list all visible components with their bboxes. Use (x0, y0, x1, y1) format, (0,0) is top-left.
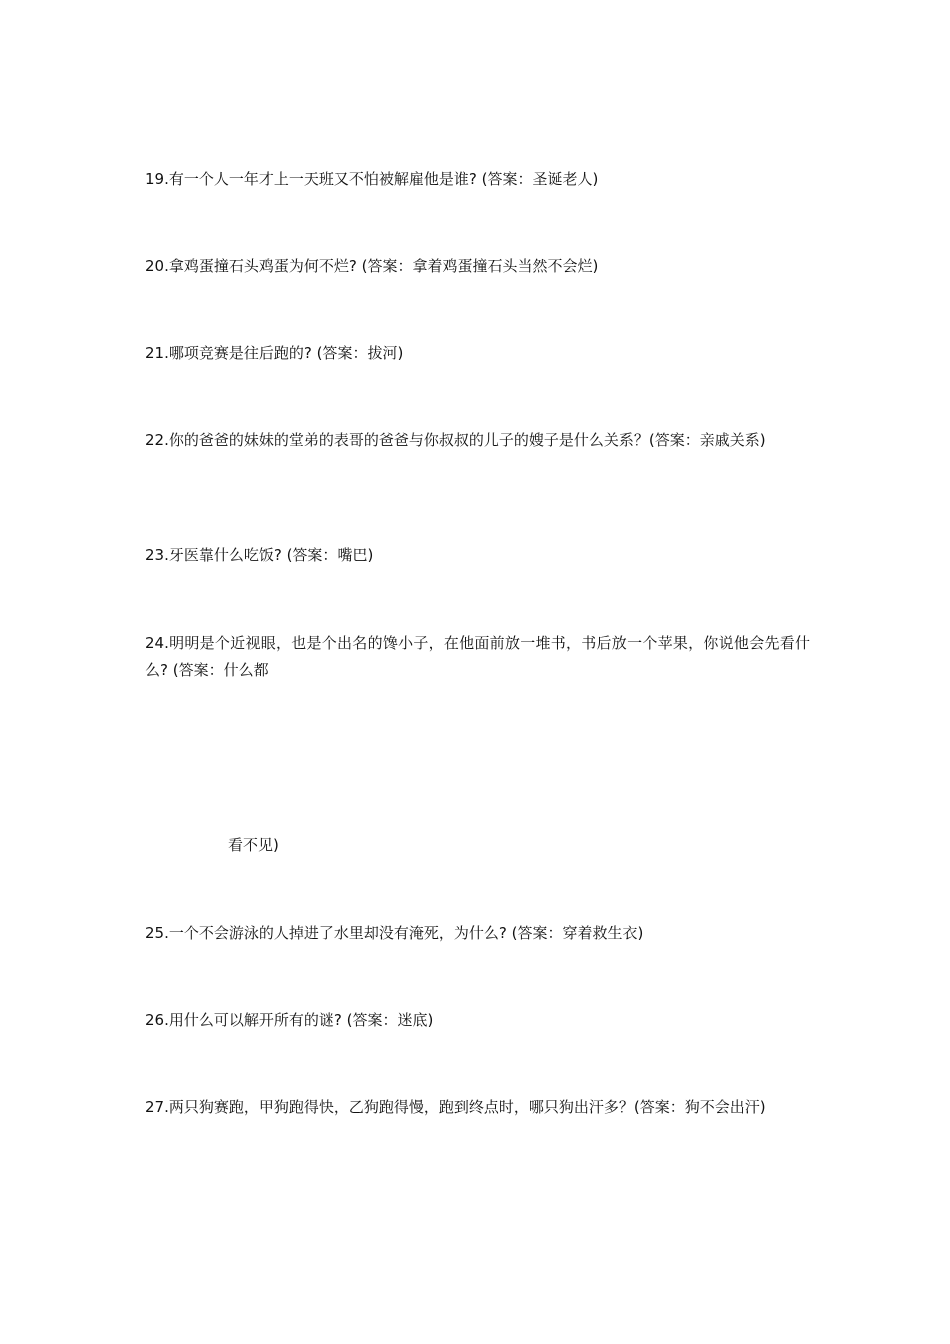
riddle-21: 21.哪项竞赛是往后跑的? (答案：拔河) (145, 344, 404, 362)
riddle-22: 22.你的爸爸的妹妹的堂弟的表哥的爸爸与你叔叔的儿子的嫂子是什么关系？(答案：亲戚关系) (145, 431, 766, 449)
riddle-24: 24.明明是个近视眼，也是个出名的馋小子，在他面前放一堆书，书后放一个苹果，你说他会先看什么? (答案：什么都 (145, 634, 810, 679)
riddle-19: 19.有一个人一年才上一天班又不怕被解雇他是谁? (答案：圣诞老人) (145, 170, 599, 188)
riddle-26: 26.用什么可以解开所有的谜? (答案：迷底) (145, 1011, 434, 1029)
riddle-25: 25.一个不会游泳的人掉进了水里却没有淹死，为什么? (答案：穿着救生衣) (145, 924, 644, 942)
riddle-27: 27.两只狗赛跑，甲狗跑得快，乙狗跑得慢，跑到终点时，哪只狗出汗多？(答案：狗不会出汗) (145, 1098, 766, 1116)
riddle-24-continuation: 看不见) (228, 836, 279, 854)
riddle-20: 20.拿鸡蛋撞石头鸡蛋为何不烂? (答案：拿着鸡蛋撞石头当然不会烂) (145, 257, 599, 275)
riddle-23: 23.牙医靠什么吃饭? (答案：嘴巴) (145, 546, 374, 564)
